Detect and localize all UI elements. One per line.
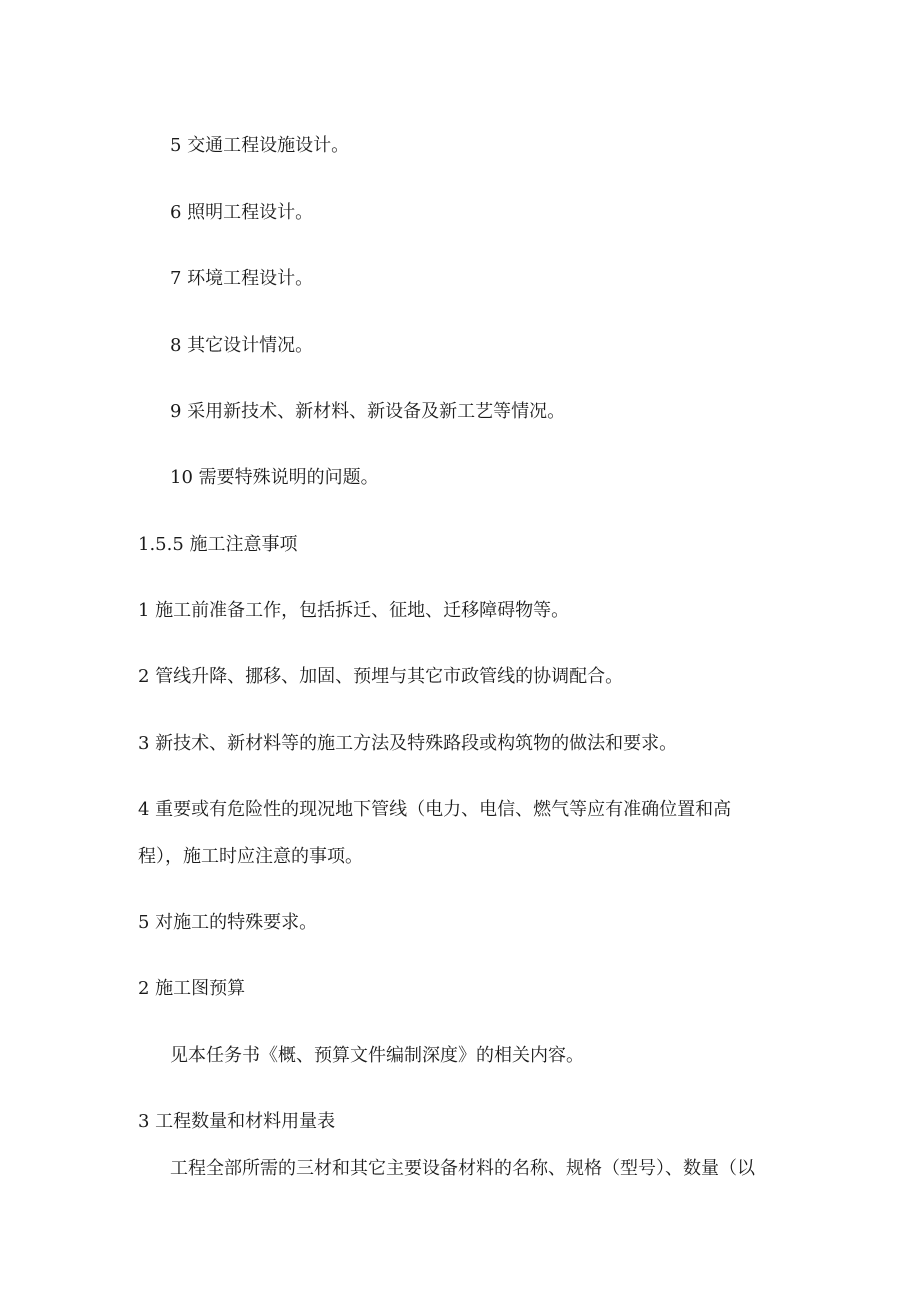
section-heading-1-5-5: 1.5.5 施工注意事项 xyxy=(138,534,298,555)
construction-item-2: 2 管线升降、挪移、加固、预埋与其它市政管线的协调配合。 xyxy=(138,666,624,687)
section-heading-3-quantities: 3 工程数量和材料用量表 xyxy=(138,1111,336,1132)
list-item-10-special-notes: 10 需要特殊说明的问题。 xyxy=(170,467,379,488)
construction-item-4-line-2: 程），施工时应注意的事项。 xyxy=(138,846,363,867)
budget-reference-paragraph: 见本任务书《概、预算文件编制深度》的相关内容。 xyxy=(170,1045,584,1066)
list-item-6-lighting: 6 照明工程设计。 xyxy=(170,202,314,223)
list-item-8-other-design: 8 其它设计情况。 xyxy=(170,335,314,356)
construction-item-3: 3 新技术、新材料等的施工方法及特殊路段或构筑物的做法和要求。 xyxy=(138,733,678,754)
construction-item-5: 5 对施工的特殊要求。 xyxy=(138,912,318,933)
construction-item-1: 1 施工前准备工作，包括拆迁、征地、迁移障碍物等。 xyxy=(138,600,570,621)
construction-item-4-line-1: 4 重要或有危险性的现况地下管线（电力、电信、燃气等应有准确位置和高 xyxy=(138,799,732,820)
list-item-9-new-technology: 9 采用新技术、新材料、新设备及新工艺等情况。 xyxy=(170,401,566,422)
section-heading-2-budget: 2 施工图预算 xyxy=(138,978,246,999)
quantities-paragraph-line-1: 工程全部所需的三材和其它主要设备材料的名称、规格（型号）、数量（以 xyxy=(170,1158,755,1179)
list-item-5-traffic-facilities: 5 交通工程设施设计。 xyxy=(170,135,350,156)
list-item-7-environment: 7 环境工程设计。 xyxy=(170,268,314,289)
